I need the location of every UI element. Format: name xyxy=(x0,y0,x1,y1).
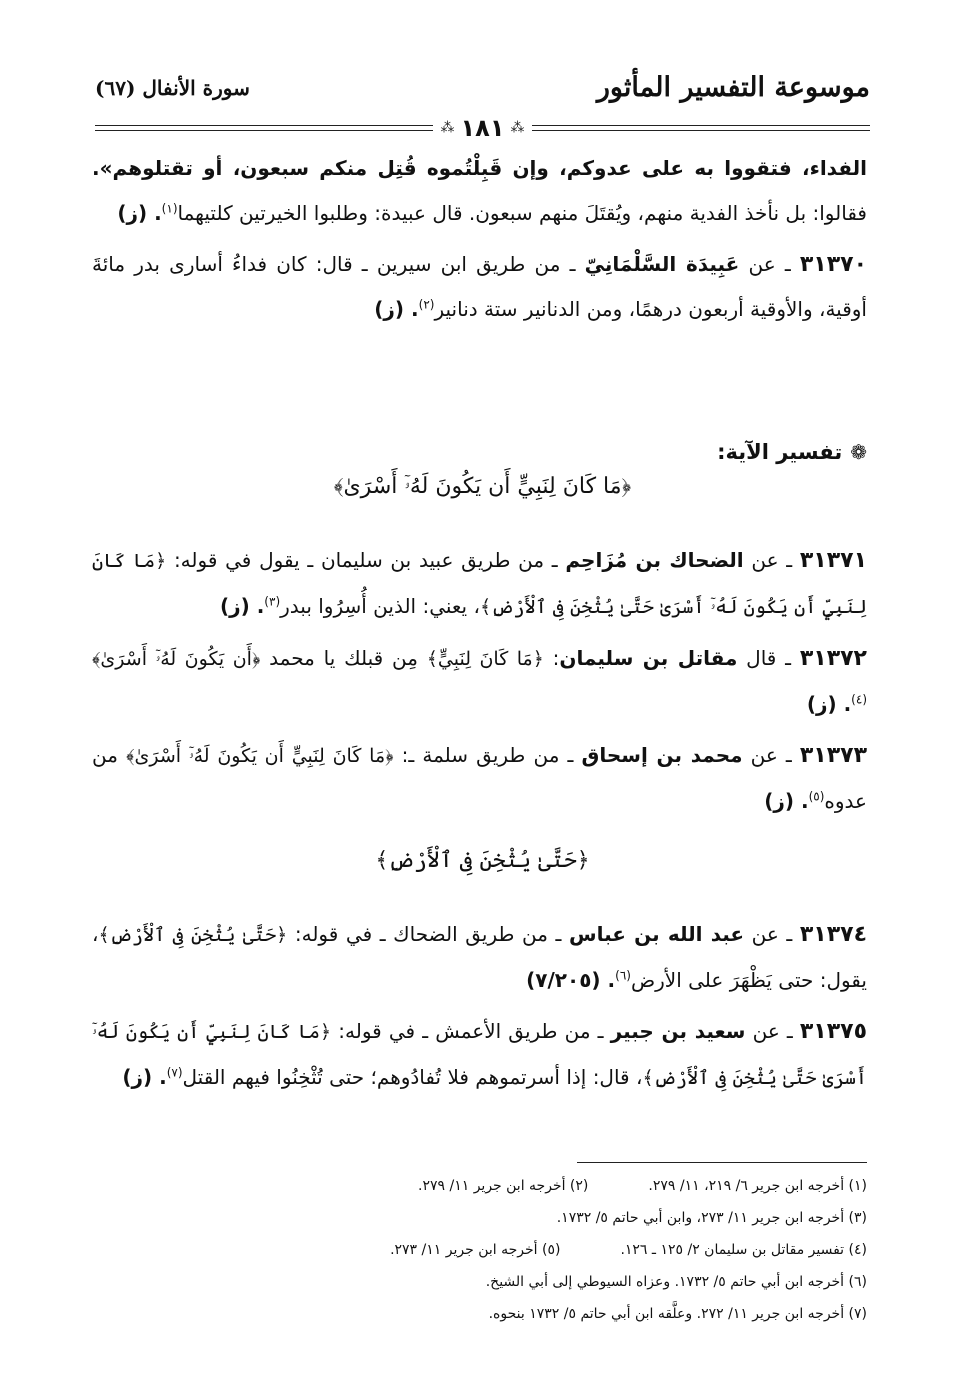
footnotes xyxy=(92,1170,867,1330)
page-header xyxy=(95,72,870,142)
source-mark: . (ز) xyxy=(219,594,265,618)
quran-quote: ﴿مَا كَانَ لِنَبِيٍّ﴾ xyxy=(426,648,544,670)
footnote-ref: (١) xyxy=(161,201,178,216)
quran-quote: ﴿حَتَّىٰ يُثْخِنَ فِى ٱلْأَرْضِ﴾ xyxy=(98,924,288,946)
ayah-heading-1: ﴿مَا كَانَ لِنَبِيٍّ أَن يَكُونَ لَهُۥٓ أَسْرَىٰ﴾ xyxy=(333,474,632,499)
source-mark: . (ز) xyxy=(122,1065,167,1089)
footnote-5: (٥) أخرجه ابن جرير ١١/ ٢٧٣. xyxy=(390,1242,561,1258)
entry-text: ـ من طريق عبيد بن سليمان ـ يقول في قوله: xyxy=(166,548,566,572)
entry-text: ـ قال xyxy=(737,646,800,670)
entry-text: ـ عن xyxy=(744,922,800,946)
intro-text xyxy=(92,146,867,332)
entries-group-1 xyxy=(92,538,867,824)
entry-text: ، يقول: حتى يَظْهَرَ على الأرض xyxy=(92,922,867,992)
entry-text: ، قال: إذا أسرتموهم فلا تُفادُوهم؛ حتى تُثْخِنُوا فيهم القتل xyxy=(182,1065,643,1089)
bold-quote: الفداء، فتقووا به على عدوكم، وإن قَبِلْتُموه قُتِل منكم سبعون، أو تقتلوهم». xyxy=(92,156,867,180)
footnote-2: (٢) أخرجه ابن جرير ١١/ ٢٧٩. xyxy=(418,1178,589,1194)
entry-31371 xyxy=(92,538,867,630)
narrator-name: الضحاك بن مُزَاحِم xyxy=(565,548,744,572)
page-number: ١٨١ xyxy=(460,114,505,142)
section-heading xyxy=(717,440,867,464)
entry-number: ٣١٣٧٥ xyxy=(799,1019,867,1044)
entry-31375 xyxy=(92,1009,867,1101)
entry-text: ـ من طريق الضحاك ـ في قوله: xyxy=(287,922,570,946)
footnote-ref: (٢) xyxy=(418,297,435,312)
footnote-1: (١) أخرجه ابن جرير ٦/ ٢١٩، ١١/ ٢٧٩. xyxy=(648,1178,867,1194)
footnote-ref: (٤) xyxy=(851,692,867,707)
source-mark: . (ز) xyxy=(374,297,419,321)
footnote-row xyxy=(92,1202,867,1234)
header-rule xyxy=(95,114,870,142)
entry-text: ، يعني: الذين أُسِرُوا ببدر xyxy=(280,594,480,618)
source-mark: . (٧/٢٠٥) xyxy=(526,968,616,992)
quran-quote: ﴿أَن يَكُونَ لَهُۥٓ أَسْرَىٰ﴾ xyxy=(92,648,261,670)
entry-number: ٣١٣٧٢ xyxy=(799,646,867,671)
quran-quote: ﴿مَا كَانَ لِنَبِيٍّ أَن يَكُونَ لَهُۥٓ أَسْرَىٰ حَتَّىٰ يُثْخِنَ فِى ٱلْأَرْضِ﴾ xyxy=(92,550,867,618)
header-rule-left xyxy=(95,125,433,131)
entry-31370 xyxy=(92,242,867,332)
footnote-3: (٣) أخرجه ابن جرير ١١/ ٢٧٣، وابن أبي حاتم ٥/ ١٧٣٢. xyxy=(556,1210,867,1226)
header-rule-right xyxy=(532,125,870,131)
footnote-divider xyxy=(577,1162,867,1163)
footnote-ref: (٦) xyxy=(615,968,631,983)
entry-text: ـ من طريق سلمة ـ: xyxy=(393,743,582,767)
entry-text: ـ عن xyxy=(745,1019,800,1043)
quran-quote: ﴿مَا كَانَ لِنَبِيٍّ أَن يَكُونَ لَهُۥٓ أَسْرَىٰ﴾ xyxy=(126,745,394,767)
source-mark: . (ز) xyxy=(764,789,809,813)
entry-text: ـ من طريق الأعمش ـ في قوله: xyxy=(331,1019,611,1043)
narrator-name: مقاتل بن سليمان xyxy=(559,646,738,670)
footnote-6: (٦) أخرجه ابن أبي حاتم ٥/ ١٧٣٢. وعزاه السيوطي إلى أبي الشيخ. xyxy=(485,1274,867,1290)
footnote-ref: (٣) xyxy=(264,594,281,609)
entry-number: ٣١٣٧٠ xyxy=(799,252,867,277)
paragraph-text: فقالوا: بل نأخذ الفدية منهم، ويُقتَلَ منهم سبعون. قال عبيدة: وطلبوا الخيرتين كلتيهما xyxy=(177,201,867,225)
flower-ornament-icon: ❁ xyxy=(850,440,867,464)
page-number-wrap xyxy=(433,114,533,142)
entry-text: ـ عن xyxy=(742,743,800,767)
quran-quote: ﴿مَا كَانَ لِنَبِيٍّ أَن يَكُونَ لَهُۥٓ أَسْرَىٰ حَتَّىٰ يُثْخِنَ فِى ٱلْأَرْضِ﴾ xyxy=(92,1021,867,1089)
entry-text: ـ من طريق ابن سيرين ـ قال: كان فداءُ أسارى بدر مائةَ أوقية، والأوقية أربعون درهمًا، ومن الدنانير ستة دنانير xyxy=(92,252,867,321)
surah-title: سورة الأنفال (٦٧) xyxy=(95,76,250,100)
section-heading-text: تفسير الآية: xyxy=(717,440,843,464)
entry-text: ـ عن xyxy=(743,548,800,572)
book-title: موسوعة التفسير المأثور xyxy=(596,72,870,103)
entry-31374 xyxy=(92,912,867,1003)
narrator-name: محمد بن إسحاق xyxy=(581,743,743,767)
entry-number: ٣١٣٧٣ xyxy=(799,743,868,768)
entry-number: ٣١٣٧١ xyxy=(799,548,868,573)
footnote-7: (٧) أخرجه ابن جرير ١١/ ٢٧٢. وعلَّقه ابن أبي حاتم ٥/ ١٧٣٢ بنحوه. xyxy=(488,1306,867,1322)
entry-text: مِن قبلك يا محمد xyxy=(260,646,427,670)
ornament-left-icon: ⁂ xyxy=(440,120,455,136)
footnote-4: (٤) تفسير مقاتل بن سليمان ٢/ ١٢٥ ـ ١٢٦. xyxy=(620,1242,867,1258)
footnote-row xyxy=(92,1234,867,1266)
entry-text: من عدوه xyxy=(92,743,867,813)
narrator-name: سعيد بن جبير xyxy=(610,1019,746,1043)
narrator-name: عَبِيدَة السَّلْمَانِيّ xyxy=(584,252,740,276)
entries-group-2 xyxy=(92,912,867,1101)
entry-number: ٣١٣٧٤ xyxy=(799,922,868,947)
narrator-name: عبد الله بن عباس xyxy=(569,922,745,946)
entry-31373 xyxy=(92,733,867,824)
entry-31372 xyxy=(92,636,867,727)
footnote-row xyxy=(92,1266,867,1298)
footnote-ref: (٧) xyxy=(166,1065,183,1080)
paragraph-continuation xyxy=(92,146,867,236)
footnote-row xyxy=(92,1298,867,1330)
entry-text: ـ عن xyxy=(739,252,800,276)
source-mark: . (ز) xyxy=(806,692,852,716)
ornament-right-icon: ⁂ xyxy=(510,120,525,136)
ayah-heading-2: ﴿حَتَّىٰ يُثْخِنَ فِى ٱلْأَرْضِ﴾ xyxy=(375,848,590,873)
entry-text: : xyxy=(543,646,560,670)
source-mark: . (ز) xyxy=(117,201,162,225)
footnote-ref: (٥) xyxy=(808,789,825,804)
footnote-row xyxy=(92,1170,867,1202)
